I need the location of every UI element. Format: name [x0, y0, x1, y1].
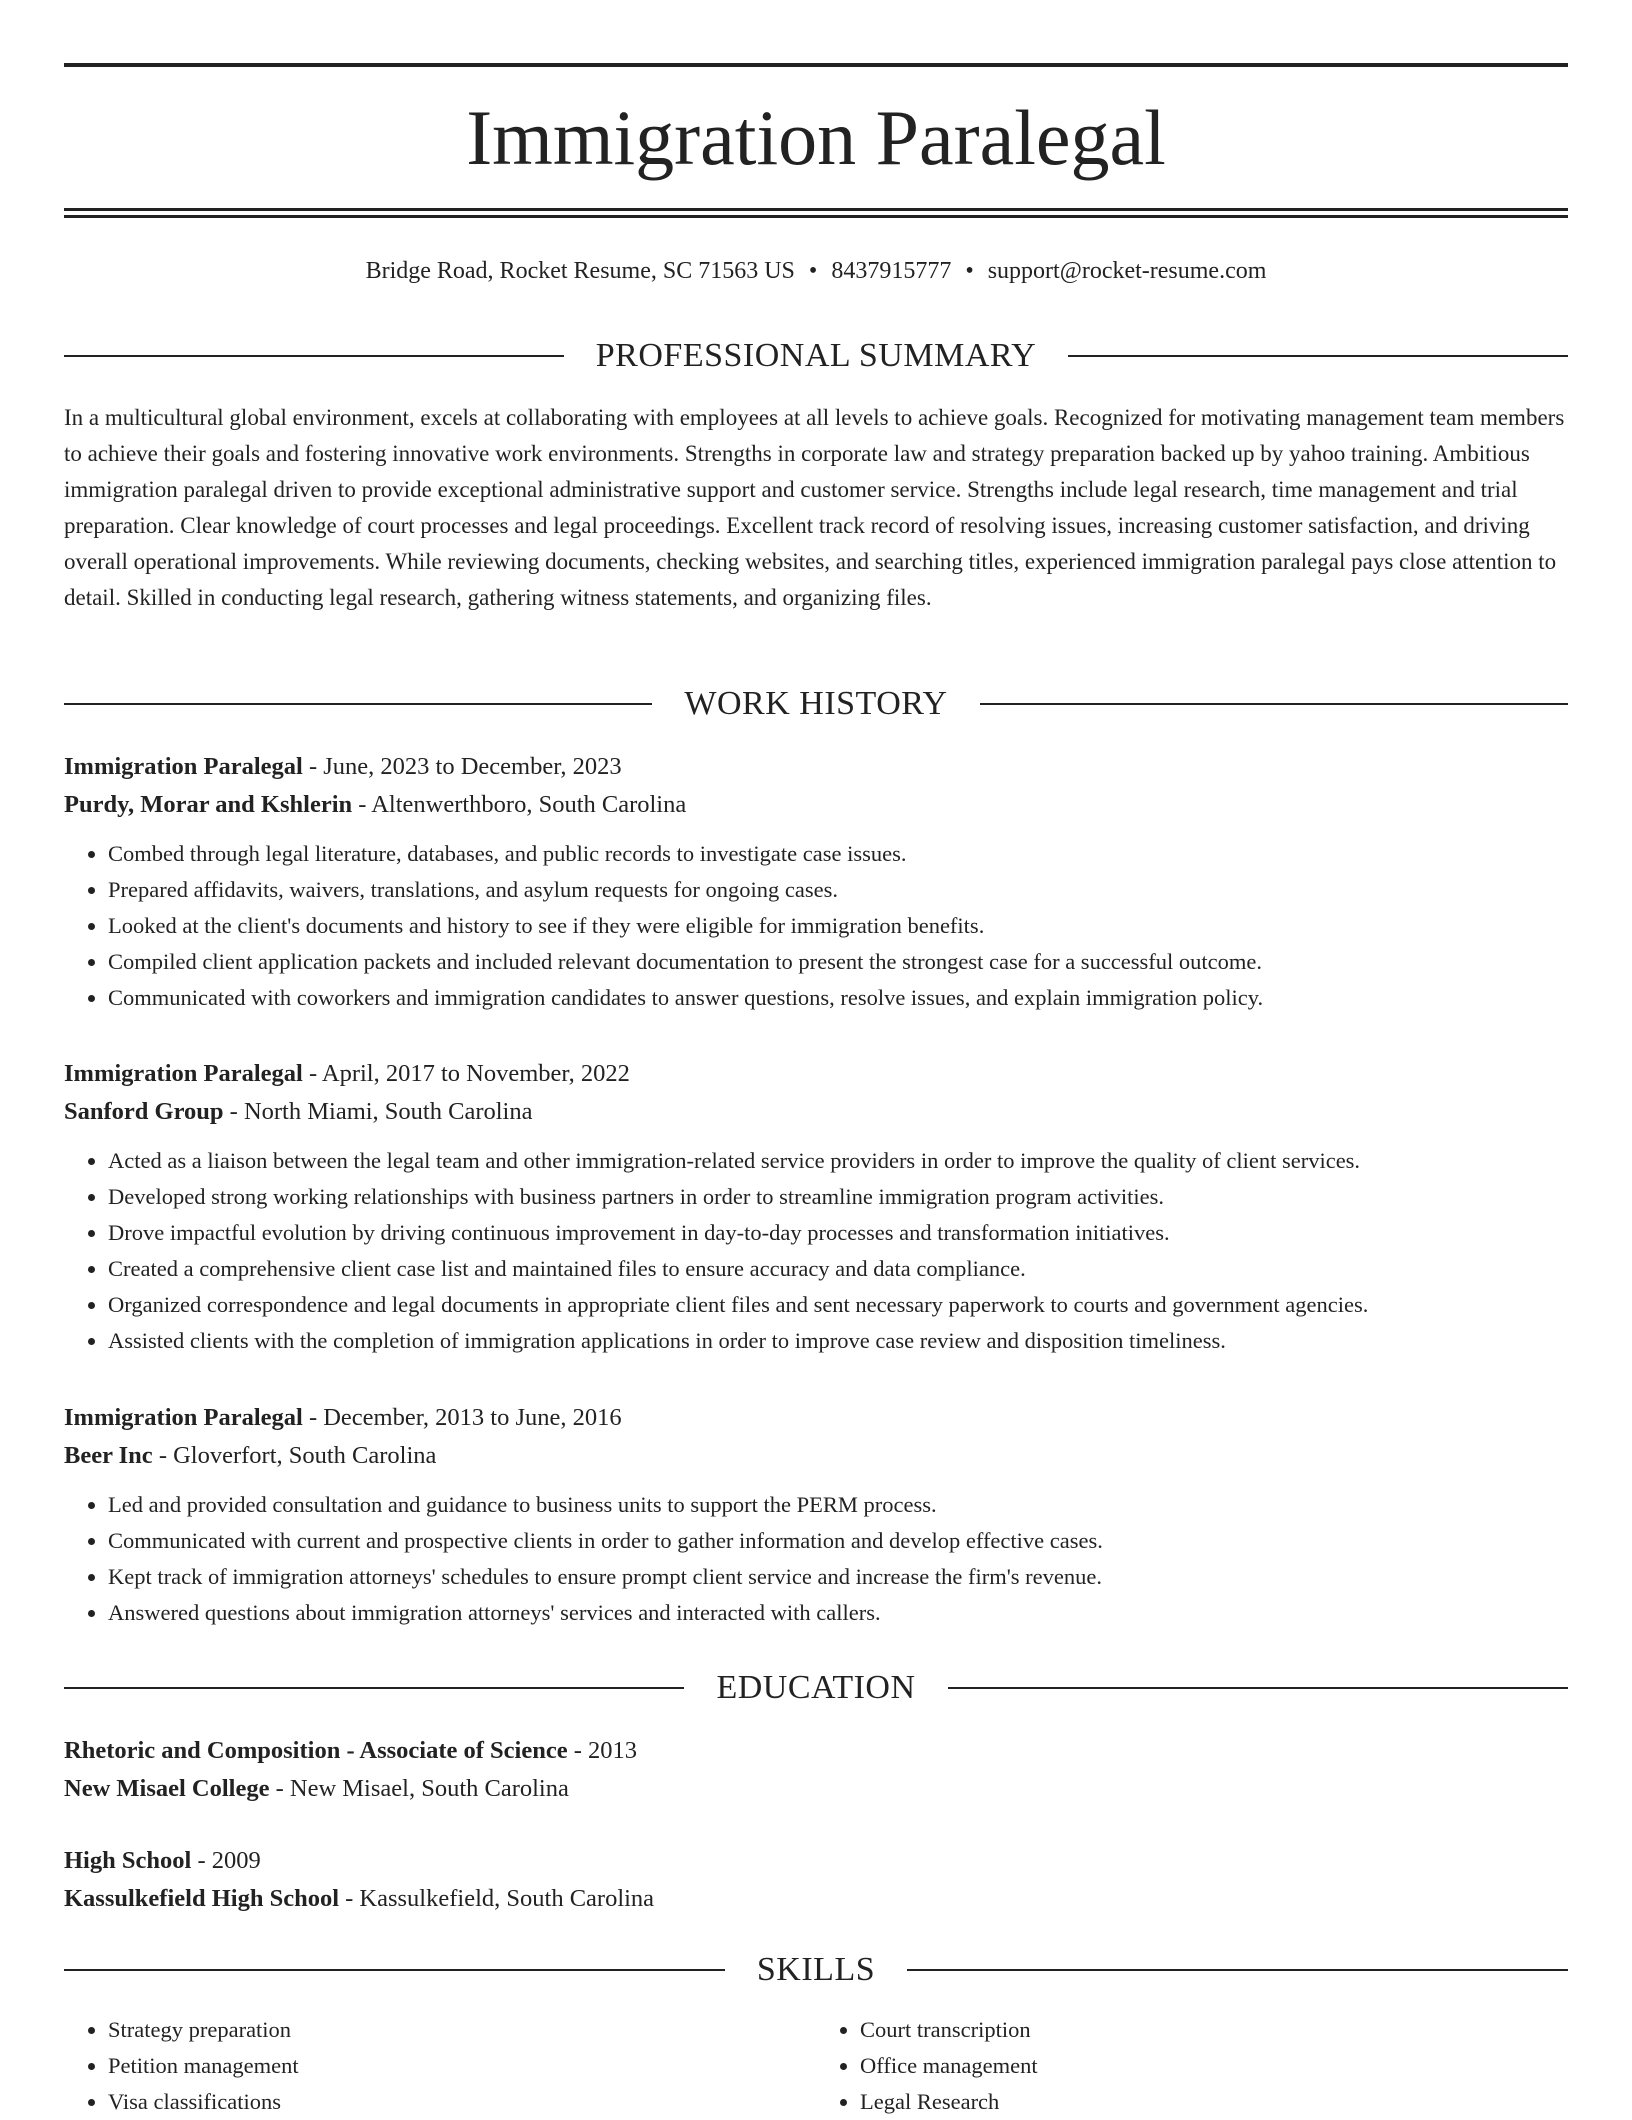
education-school-line	[64, 1880, 1568, 1918]
summary-text: In a multicultural global environment, excels at collaborating with employees at all levels to achieve goals. Recognized for motivating management team members to achieve their goals and fostering innovative work environments. Strengths in corporate law and strategy preparation backed up by yahoo training. Ambitious immigration paralegal driven to provide exceptional administrative support and customer service. Strengths include legal research, time management and trial preparation. Clear knowledge of court processes and legal proceedings. Excellent track record of resolving issues, increasing customer satisfaction, and driving overall operational improvements. While reviewing documents, checking websites, and searching titles, experienced immigration paralegal pays close attention to detail. Skilled in conducting legal research, gathering witness statements, and organizing files.	[64, 405, 1565, 610]
contact-separator: •	[808, 258, 818, 284]
education-degree: High School	[64, 1847, 192, 1874]
section-header-work	[64, 682, 1568, 726]
contact-email: support@rocket-resume.com	[987, 258, 1267, 284]
list-item: • Compiled client application packets and included relevant documentation to present the strongest case for a successful outcome.	[108, 944, 1568, 980]
list-item: • Acted as a liaison between the legal team and other immigration-related service providers in order to improve the quality of client services.	[108, 1143, 1568, 1179]
section-rule	[907, 1969, 1568, 1971]
section-title: WORK HISTORY	[684, 685, 948, 722]
list-item: • Kept track of immigration attorneys' schedules to ensure prompt client service and increase the firm's revenue.	[108, 1559, 1568, 1595]
education-degree-line	[64, 1842, 1568, 1880]
list-item: • Answered questions about immigration attorneys' services and interacted with callers.	[108, 1595, 1568, 1631]
education-year: - 2013	[573, 1737, 637, 1764]
list-item: • Communicated with current and prospective clients in order to gather information and develop effective cases.	[108, 1523, 1568, 1559]
job-company-line	[64, 1437, 1568, 1475]
skill-item: • Court transcription	[860, 2012, 1568, 2048]
skills-list	[64, 2012, 1568, 2120]
job-title-line	[64, 748, 1568, 786]
title-double-rule	[64, 208, 1568, 218]
list-item: • Looked at the client's documents and history to see if they were eligible for immigration benefits.	[108, 908, 1568, 944]
section-rule	[64, 1969, 725, 1971]
section-header-skills	[64, 1948, 1568, 1992]
skill-item: • Petition management	[108, 2048, 816, 2084]
education-location: - New Misael, South Carolina	[275, 1775, 569, 1802]
list-item: • Created a comprehensive client case list and maintained files to ensure accuracy and data compliance.	[108, 1251, 1568, 1287]
section-title: EDUCATION	[716, 1669, 916, 1706]
skill-item: • Visa classifications	[108, 2084, 816, 2120]
resume-title: Immigration Paralegal	[466, 94, 1166, 181]
list-item: • Drove impactful evolution by driving continuous improvement in day-to-day processes and transformation initiatives.	[108, 1215, 1568, 1251]
education-degree-line	[64, 1732, 1568, 1770]
job-bullets	[64, 836, 1568, 1016]
skill-item: • Strategy preparation	[108, 2012, 816, 2048]
education-school: New Misael College	[64, 1775, 270, 1802]
top-rule	[64, 63, 1568, 67]
skill-item: • Office management	[860, 2048, 1568, 2084]
job-entry	[64, 1399, 1568, 1631]
list-item: • Organized correspondence and legal documents in appropriate client files and sent necessary paperwork to courts and government agencies.	[108, 1287, 1568, 1323]
section-rule	[1068, 355, 1568, 357]
list-item: • Assisted clients with the completion of immigration applications in order to improve case review and disposition timeliness.	[108, 1323, 1568, 1359]
section-header-education	[64, 1666, 1568, 1710]
education-year: - 2009	[197, 1847, 261, 1874]
job-location: - Altenwerthboro, South Carolina	[358, 791, 687, 818]
section-rule	[64, 355, 564, 357]
job-location: - Gloverfort, South Carolina	[158, 1442, 437, 1469]
contact-address: Bridge Road, Rocket Resume, SC 71563 US	[365, 258, 795, 284]
section-rule	[64, 703, 652, 705]
skills-column-right	[816, 2012, 1568, 2120]
job-company: Sanford Group	[64, 1098, 224, 1125]
section-rule	[64, 1687, 684, 1689]
section-title: PROFESSIONAL SUMMARY	[595, 337, 1037, 374]
job-title-line	[64, 1399, 1568, 1437]
education-entry	[64, 1842, 1568, 1918]
education-degree: Rhetoric and Composition - Associate of Science	[64, 1737, 568, 1764]
education-school: Kassulkefield High School	[64, 1885, 340, 1912]
job-company: Beer Inc	[64, 1442, 153, 1469]
skills-column-left	[64, 2012, 816, 2120]
section-title: SKILLS	[756, 1951, 876, 1988]
contact-phone: 8437915777	[831, 258, 952, 284]
job-bullets	[64, 1487, 1568, 1631]
job-dates: - December, 2013 to June, 2016	[308, 1404, 622, 1431]
job-title: Immigration Paralegal	[64, 1060, 303, 1087]
contact-separator: •	[965, 258, 974, 284]
section-rule	[948, 1687, 1568, 1689]
education-school-line	[64, 1770, 1568, 1808]
skill-item: • Legal Research	[860, 2084, 1568, 2120]
job-dates: - April, 2017 to November, 2022	[308, 1060, 630, 1087]
education-location: - Kassulkefield, South Carolina	[345, 1885, 655, 1912]
contact-line	[64, 254, 1568, 288]
job-entry	[64, 748, 1568, 1016]
job-company-line	[64, 1093, 1568, 1131]
list-item: • Prepared affidavits, waivers, translations, and asylum requests for ongoing cases.	[108, 872, 1568, 908]
job-dates: - June, 2023 to December, 2023	[308, 753, 622, 780]
job-location: - North Miami, South Carolina	[229, 1098, 533, 1125]
job-company: Purdy, Morar and Kshlerin	[64, 791, 353, 818]
job-company-line	[64, 786, 1568, 824]
education-entry	[64, 1732, 1568, 1808]
job-title: Immigration Paralegal	[64, 753, 303, 780]
list-item: • Led and provided consultation and guidance to business units to support the PERM process.	[108, 1487, 1568, 1523]
job-title: Immigration Paralegal	[64, 1404, 303, 1431]
section-rule	[980, 703, 1568, 705]
list-item: • Combed through legal literature, databases, and public records to investigate case issues.	[108, 836, 1568, 872]
job-title-line	[64, 1055, 1568, 1093]
list-item: • Communicated with coworkers and immigration candidates to answer questions, resolve issues, and explain immigration policy.	[108, 980, 1568, 1016]
job-entry	[64, 1055, 1568, 1359]
section-header-summary	[64, 334, 1568, 378]
list-item: • Developed strong working relationships with business partners in order to streamline immigration program activities.	[108, 1179, 1568, 1215]
job-bullets	[64, 1143, 1568, 1359]
